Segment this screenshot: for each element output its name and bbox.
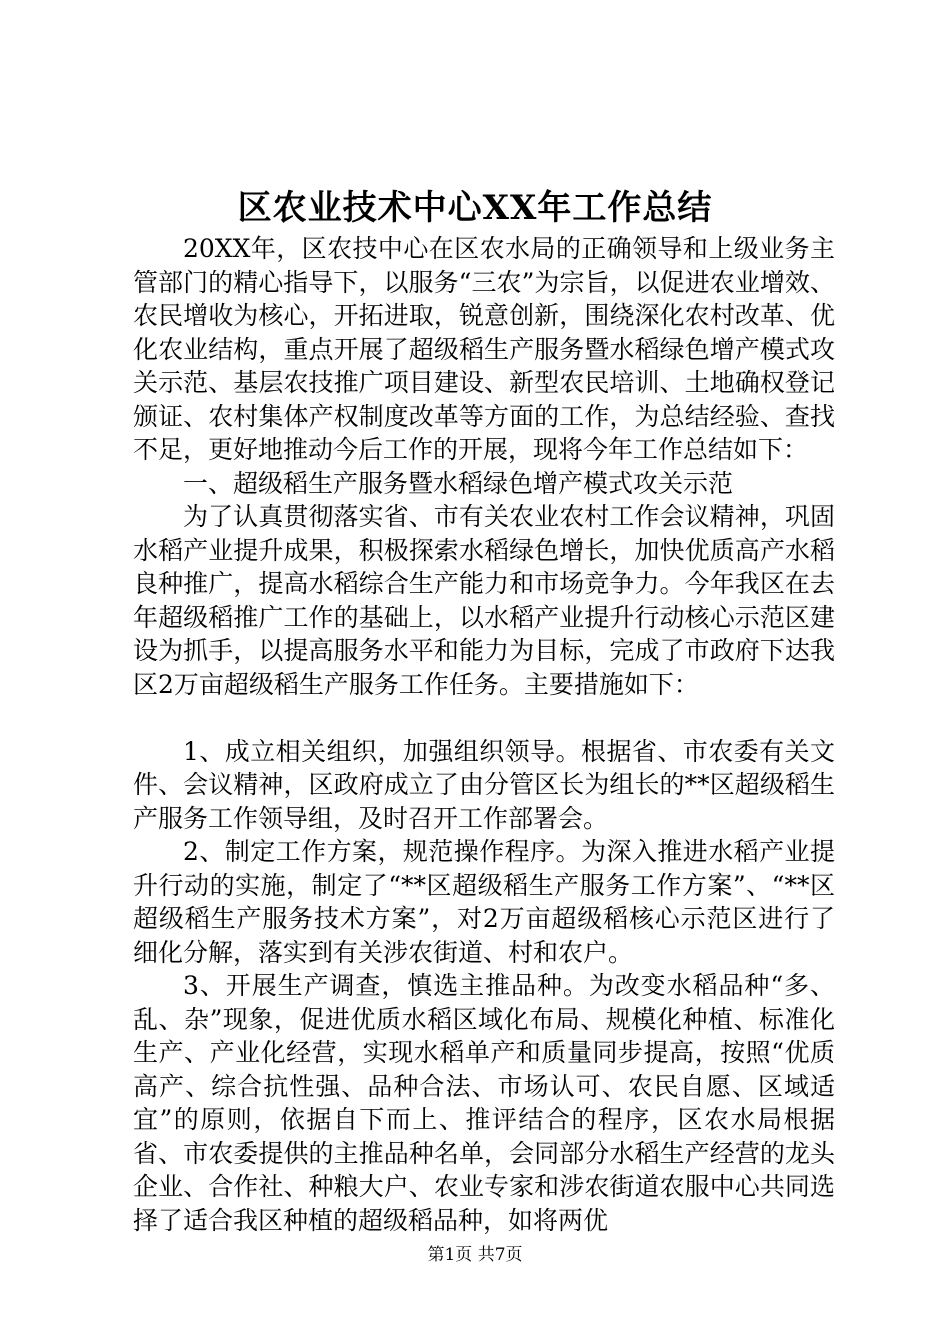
list-item-1: 1、成立相关组织，加强组织领导。根据省、市农委有关文件、会议精神，区政府成立了由分管区长为组长的**区超级稻生产服务工作领导组，及时召开工作部署会。 <box>133 736 835 833</box>
list-item-2: 2、制定工作方案，规范操作程序。为深入推进水稻产业提升行动的实施，制定了“**区超级稻生产服务工作方案”、“**区超级稻生产服务技术方案”，对2万亩超级稻核心示范区进行了细化分解，落实到有关涉农街道、村和农户。 <box>133 837 835 967</box>
section-intro-paragraph: 为了认真贯彻落实省、市有关农业农村工作会议精神，巩固水稻产业提升成果，积极探索水稻绿色增长，加快优质高产水稻良种推广，提高水稻综合生产能力和市场竞争力。今年我区在去年超级稻推广工作的基础上，以水稻产业提升行动核心示范区建设为抓手，以提高服务水平和能力为目标，完成了市政府下达我区2万亩超级稻生产服务工作任务。主要措施如下： <box>133 502 835 699</box>
page-footer: 第1页 共7页 <box>427 1245 523 1265</box>
list-item-3: 3、开展生产调查，慎选主推品种。为改变水稻品种“多、乱、杂”现象，促进优质水稻区域化布局、规模化种植、标准化生产、产业化经营，实现水稻单产和质量同步提高，按照“优质高产、综合抗性强、品种合法、市场认可、农民自愿、区域适宜”的原则，依据自下而上、推评结合的程序，区农水局根据省、市农委提供的主推品种名单，会同部分水稻生产经营的龙头企业、合作社、种粮大户、农业专家和涉农街道农服中心共同选择了适合我区种植的超级稻品种，如将两优 <box>133 971 835 1235</box>
document-title: 区农业技术中心XX年工作总结 <box>237 188 713 228</box>
paragraph-spacer <box>133 701 835 735</box>
document-body <box>133 232 835 1237</box>
intro-paragraph: 20XX年，区农技中心在区农水局的正确领导和上级业务主管部门的精心指导下，以服务“三农”为宗旨，以促进农业增效、农民增收为核心，开拓进取，锐意创新，围绕深化农村改革、优化农业结构，重点开展了超级稻生产服务暨水稻绿色增产模式攻关示范、基层农技推广项目建设、新型农民培训、土地确权登记颁证、农村集体产权制度改革等方面的工作，为总结经验、查找不足，更好地推动今后工作的开展，现将今年工作总结如下： <box>133 234 835 464</box>
section-heading: 一、超级稻生产服务暨水稻绿色增产模式攻关示范 <box>183 468 734 498</box>
